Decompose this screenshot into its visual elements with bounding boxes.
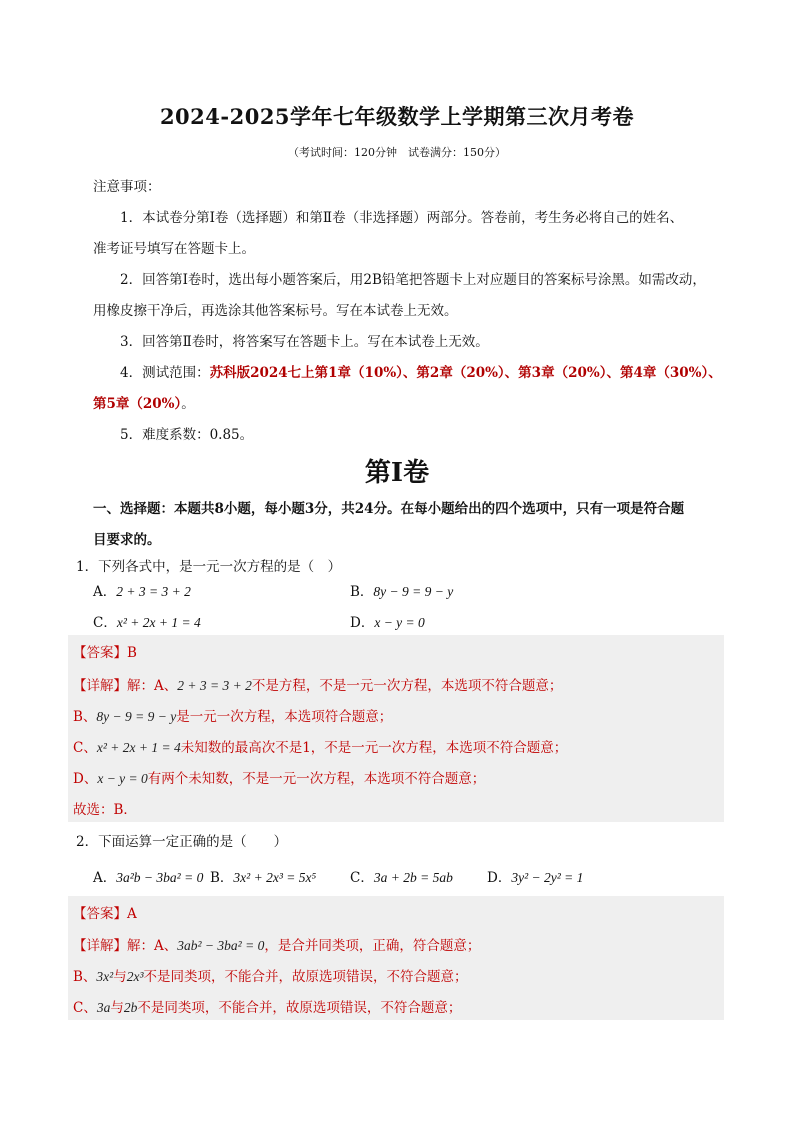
q1-conclusion: 故选：B． (73, 802, 137, 818)
part-title: 第Ⅰ卷 (364, 458, 430, 488)
q2-detail-line-1: 【详解】解：A、3ab² − 3ba² = 0，是合并同类项，正确，符合题意； (73, 938, 481, 954)
note-3: 3．回答第Ⅱ卷时，将答案写在答题卡上。写在本试卷上无效。 (120, 334, 489, 350)
q2-option-c: C．3a + 2b = 5ab (350, 870, 453, 886)
exam-info: （考试时间：120分钟 试卷满分：150分） (288, 146, 506, 159)
q2-option-b: B．3x² + 2x³ = 5x⁵ (210, 870, 317, 886)
note-4-prefix: 4．测试范围： (120, 365, 210, 381)
question-2-stem: 2．下面运算一定正确的是（ ） (76, 834, 288, 850)
q1-option-c: C．x² + 2x + 1 = 4 (93, 615, 201, 631)
q1-answer-block (68, 635, 724, 822)
q2-option-a: A．3a²b − 3ba² = 0 (93, 870, 204, 886)
q1-option-b-expr: 8y − 9 = 9 − y (373, 584, 454, 599)
note-5: 5．难度系数：0.85。 (120, 427, 254, 443)
q1-answer (73, 641, 137, 661)
q1-answer-value: B (127, 645, 137, 661)
q2-option-c-expr: 3a + 2b = 5ab (373, 870, 453, 885)
q1-option-c-expr: x² + 2x + 1 = 4 (116, 615, 201, 630)
q2-option-d-expr: 3y² − 2y² = 1 (511, 870, 584, 885)
note-2-line-1: 2．回答第Ⅰ卷时，选出每小题答案后，用2B铅笔把答题卡上对应题目的答案标号涂黑。如需改动， (120, 272, 706, 288)
q1-option-d-expr: x − y = 0 (374, 615, 425, 630)
q1-option-a-expr: 2 + 3 = 3 + 2 (116, 584, 191, 599)
q2-option-b-expr: 3x² + 2x³ = 5x⁵ (233, 870, 317, 885)
q1-detail-line-3: C、x² + 2x + 1 = 4未知数的最高次不是1，不是一元一次方程，本选项不符合题意； (73, 740, 568, 756)
section-1-heading-line-1: 一、选择题：本题共8小题，每小题3分，共24分。在每小题给出的四个选项中，只有一项是符合题 (93, 501, 685, 517)
note-4-line-2 (93, 392, 195, 412)
section-1-heading-line-2: 目要求的。 (93, 532, 161, 548)
q1-option-a: A．2 + 3 = 3 + 2 (93, 584, 191, 600)
q2-answer (73, 902, 137, 922)
answer-label: 【答案】 (73, 906, 127, 922)
q1-option-b: B．8y − 9 = 9 − y (350, 584, 454, 600)
answer-label: 【答案】 (73, 645, 127, 661)
detail-label: 【详解】 (73, 678, 127, 694)
detail-label: 【详解】 (73, 938, 127, 954)
note-4-line-1 (120, 361, 722, 381)
q1-detail-line-4: D、x − y = 0有两个未知数，不是一元一次方程，本选项不符合题意； (73, 771, 486, 787)
q2-answer-value: A (127, 906, 137, 922)
q2-option-d: D．3y² − 2y² = 1 (487, 870, 584, 886)
page-title: 2024-2025学年七年级数学上学期第三次月考卷 (159, 104, 635, 129)
note-2-line-2: 用橡皮擦干净后，再选涂其他答案标号。写在本试卷上无效。 (93, 303, 458, 319)
test-range-part-2: 第5章（20%） (93, 396, 182, 412)
q2-detail-line-3: C、3a与2b不是同类项，不能合并，故原选项错误，不符合题意； (73, 1000, 462, 1016)
test-range-part-1: 苏科版2024七上第1章（10%）、第2章（20%）、第3章（20%）、第4章（30%）、 (209, 365, 722, 381)
question-1-stem: 1．下列各式中，是一元一次方程的是（ ） (76, 559, 342, 575)
note-1-line-1: 1．本试卷分第Ⅰ卷（选择题）和第Ⅱ卷（非选择题）两部分。答卷前，考生务必将自己的姓名、 (120, 210, 684, 226)
q1-detail-line-1: 【详解】解：A、2 + 3 = 3 + 2不是方程，不是一元一次方程，本选项不符合题意； (73, 678, 563, 694)
notes-heading: 注意事项： (93, 179, 161, 195)
q2-option-a-expr: 3a²b − 3ba² = 0 (116, 870, 204, 885)
q2-detail-line-2: B、3x²与2x³不是同类项，不能合并，故原选项错误，不符合题意； (73, 969, 468, 985)
note-4-suffix: 。 (181, 396, 195, 412)
q1-option-d: D．x − y = 0 (350, 615, 425, 631)
note-1-line-2: 准考证号填写在答题卡上。 (93, 241, 255, 257)
q1-detail-line-2: B、8y − 9 = 9 − y是一元一次方程，本选项符合题意； (73, 709, 393, 725)
